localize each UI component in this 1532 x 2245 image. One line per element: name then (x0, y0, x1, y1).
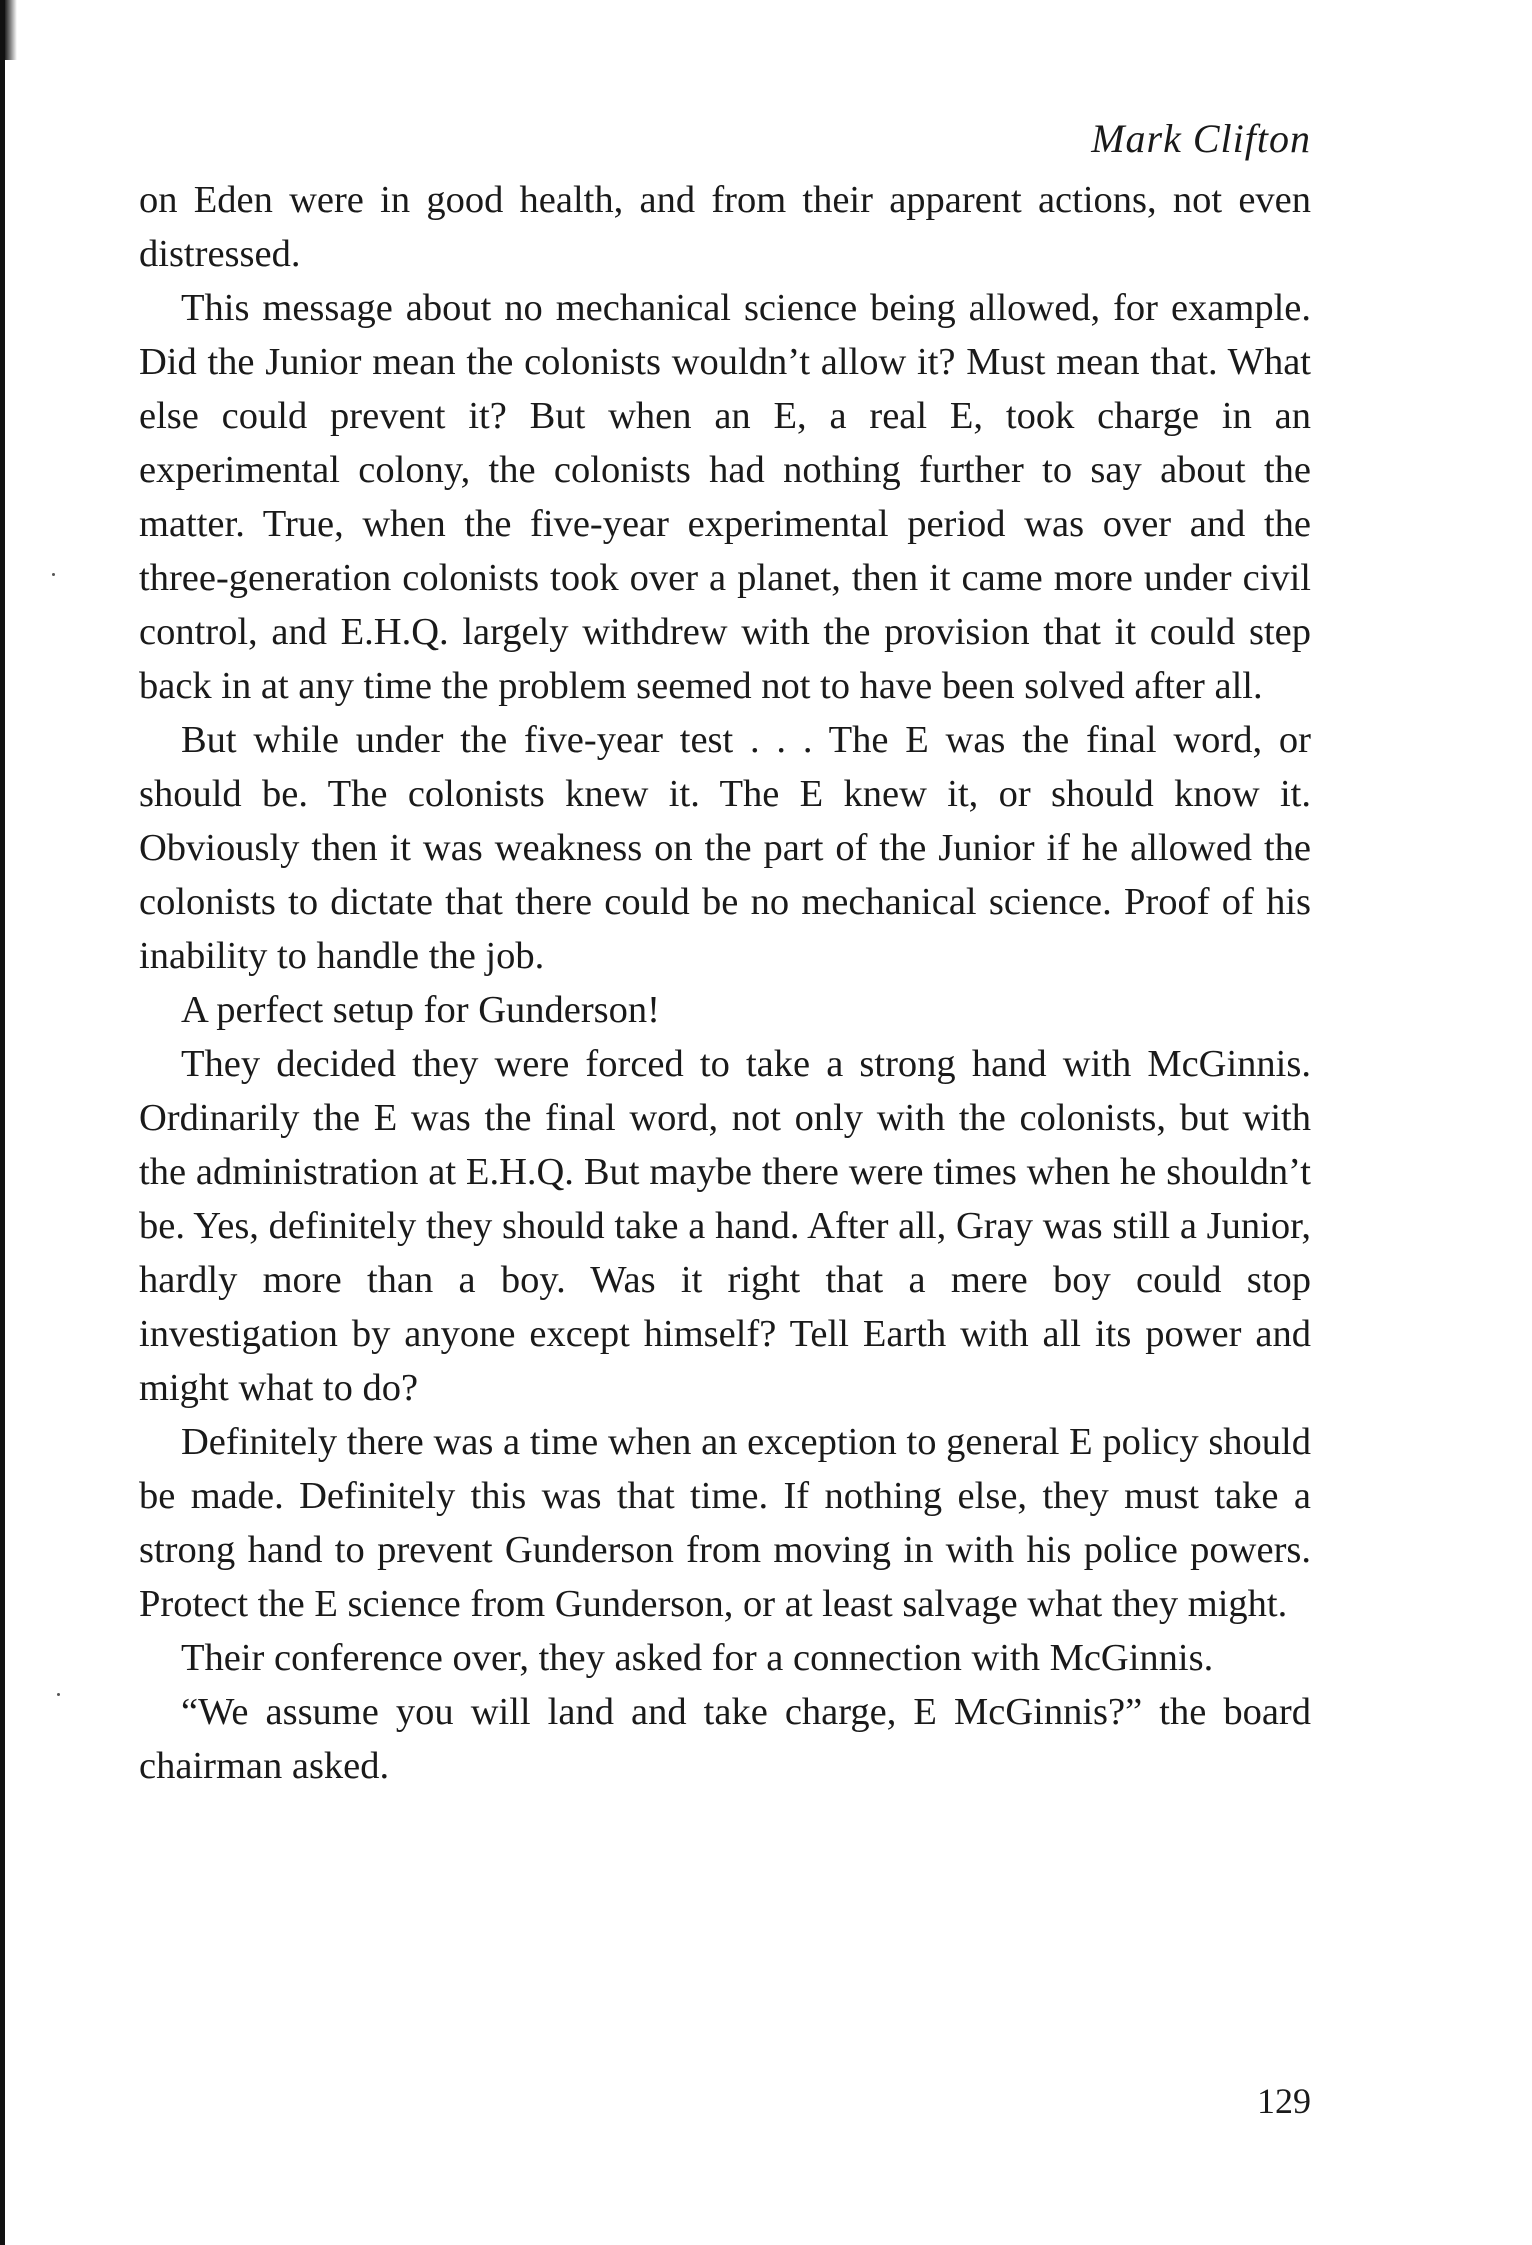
paragraph: A perfect setup for Gunderson! (181, 989, 660, 1031)
spine-shadow (5, 0, 17, 60)
book-page (139, 105, 1311, 1793)
book-spine-edge (0, 0, 5, 2245)
running-header: Mark Clifton (1091, 116, 1311, 161)
paragraph: But while under the five-year test . . . The E was the final word, or should be. The colonists knew it. The E knew it, or should know it. Obviously then it was weakness on the part of the Junior if he allowed the colonists to dictate that there could be no mechanical science. Proof of his inability to handle the job. (139, 719, 1311, 977)
page-number: 129 (1257, 2081, 1311, 2121)
paragraph: They decided they were forced to take a strong hand with McGinnis. Ordinarily the E was the final word, not only with the colonists, but with the administration at E.H.Q. But maybe there were times when he shouldn’t be. Yes, definitely they should take a hand. After all, Gray was still a Junior, hardly more than a boy. Was it right that a mere boy could stop investigation by anyone except himself? Tell Earth with all its power and might what to do? (139, 1043, 1311, 1409)
scan-speck (57, 1693, 60, 1696)
scan-speck (52, 573, 55, 576)
paragraph: Definitely there was a time when an exception to general E policy should be made. Definitely this was that time. If nothing else, they must take a strong hand to prevent Gunderson from moving in with his police powers. Protect the E science from Gunderson, or at least salvage what they might. (139, 1421, 1311, 1625)
paragraph: “We assume you will land and take charge, E McGinnis?” the board chairman asked. (139, 1691, 1311, 1787)
body-text (139, 173, 1311, 1793)
paragraph: This message about no mechanical science being allowed, for example. Did the Junior mean the colonists wouldn’t allow it? Must mean that. What else could prevent it? But when an E, a real E, took charge in an experimental colony, the colonists had nothing further to say about the matter. True, when the five-year experimental period was over and the three-generation colonists took over a planet, then it came more under civil control, and E.H.Q. largely withdrew with the provision that it could step back in at any time the problem seemed not to have been solved after all. (139, 287, 1311, 707)
paragraph: Their conference over, they asked for a connection with McGinnis. (181, 1637, 1214, 1679)
paragraph: on Eden were in good health, and from their apparent actions, not even distressed. (139, 179, 1311, 275)
